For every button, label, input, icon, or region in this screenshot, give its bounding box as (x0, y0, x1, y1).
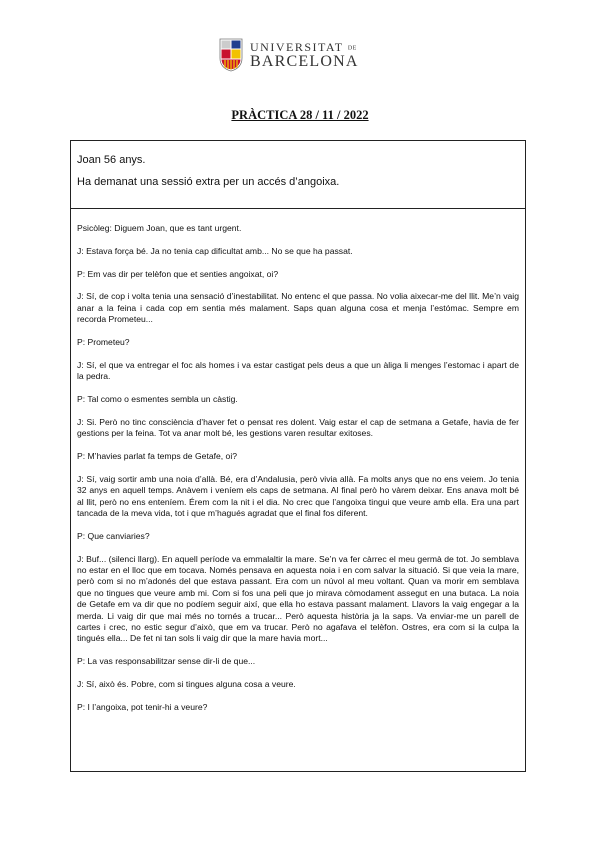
dialogue-line: J: Sí, això és. Pobre, com si tingues alguna cosa a veure. (77, 679, 296, 690)
page-title: PRÀCTICA 28 / 11 / 2022 (231, 108, 369, 122)
logo-university-word: UNIVERSITAT DE (250, 40, 357, 54)
dialogue-line: J: Sí, de cop i volta tenia una sensació d’inestabilitat. No entenc el que passa. No volia aixecar-me del llit. Me’n vaig anar a la feina i cada cop em sentia més malament. Saps quan alguna cosa et menja l’estómac. Sempre em recorda Prometeu... (77, 291, 519, 325)
dialogue-line: Psicòleg: Diguem Joan, que es tant urgent. (77, 223, 242, 233)
dialogue-line: J: Estava força bé. Ja no tenia cap dificultat amb... No se que ha passat. (77, 245, 353, 256)
session-reason: Ha demanat una sessió extra per un accés d’angoixa. (77, 176, 340, 188)
dialogue-line: J: Buf... (silenci llarg). En aquell període va emmalaltir la mare. Se’n va fer càrrec el meu germà de tot. Jo semblava no estar en el lloc que em tocava. Només pensava en aquesta noia i en com salvar la situació. Si que veia la mare, però com si no m’adonés del que estava passant. Era com un núvol al meu voltant. Quan va morir em semblava que no tingues que veure amb mi. Com si fos una peli que jo mirava còmodament assegut en una butaca. La noia de Getafe em va dir que no podíem seguir així, que ella ho estava passant malament. Llavors la vaig engegar a la merda. Li vaig dir que mai més no tornés a trucar... Però aquesta història ja la saps. Va enviar-me un parell de cartes i crec, no estic segur d’això, que em va trucar. Però no agafava el telèfon. Ostres, era com si la culpa la tingués ella... De fet ni tan sols li vaig dir que la mare havia mort... (77, 553, 519, 644)
dialogue-line: J: Sí, el que va entregar el foc als homes i va estar castigat pels deus a que un àliga li menges l’estomac i apart de la pedra. (77, 359, 519, 382)
university-crest-icon (219, 38, 243, 72)
dialogue-line: P: Em vas dir per telèfon que et senties angoixat, oi? (77, 268, 279, 279)
logo-barcelona-word: BARCELONA (250, 53, 359, 70)
dialogue-line: J: Sí, vaig sortir amb una noia d’allà. Bé, era d’Andalusia, però vivia allà. Fa molts anys que no ens veiem. Jo tenia 32 anys en aquell temps. Anàvem i veníem els caps de setmana. Al final però ho vàrem deixar. Ens anava molt bé al llit, però no ens enteníem. Érem com la nit i el dia. No crec que l’angoixa tingui que veure amb ella. Era una part tancada de la meva vida, tot i que m’hagués agradat que el final fos diferent. (77, 473, 519, 519)
dialogue-line: J: Si. Però no tinc consciència d’haver fet o pensat res dolent. Vaig estar el cap de setmana a Getafe, havia de fer gestions per la feina. Tot va anar molt bé, les gestions varen resultar exitoses. (77, 416, 519, 439)
dialogue-transcript (71, 223, 525, 725)
dialogue-line: P: Prometeu? (77, 337, 130, 347)
university-logo (219, 38, 359, 78)
session-table (70, 140, 526, 772)
patient-header-cell (71, 141, 525, 209)
dialogue-line: P: M’havies parlat fa temps de Getafe, oi? (77, 451, 238, 461)
dialogue-line: P: I l’angoixa, pot tenir-hi a veure? (77, 701, 208, 712)
dialogue-line: P: La vas responsabilitzar sense dir-li de que... (77, 656, 256, 667)
dialogue-line: P: Tal como o esmentes sembla un càstig. (77, 394, 238, 404)
dialogue-line: P: Que canviaries? (77, 530, 150, 541)
patient-info: Joan 56 anys. (77, 154, 146, 166)
